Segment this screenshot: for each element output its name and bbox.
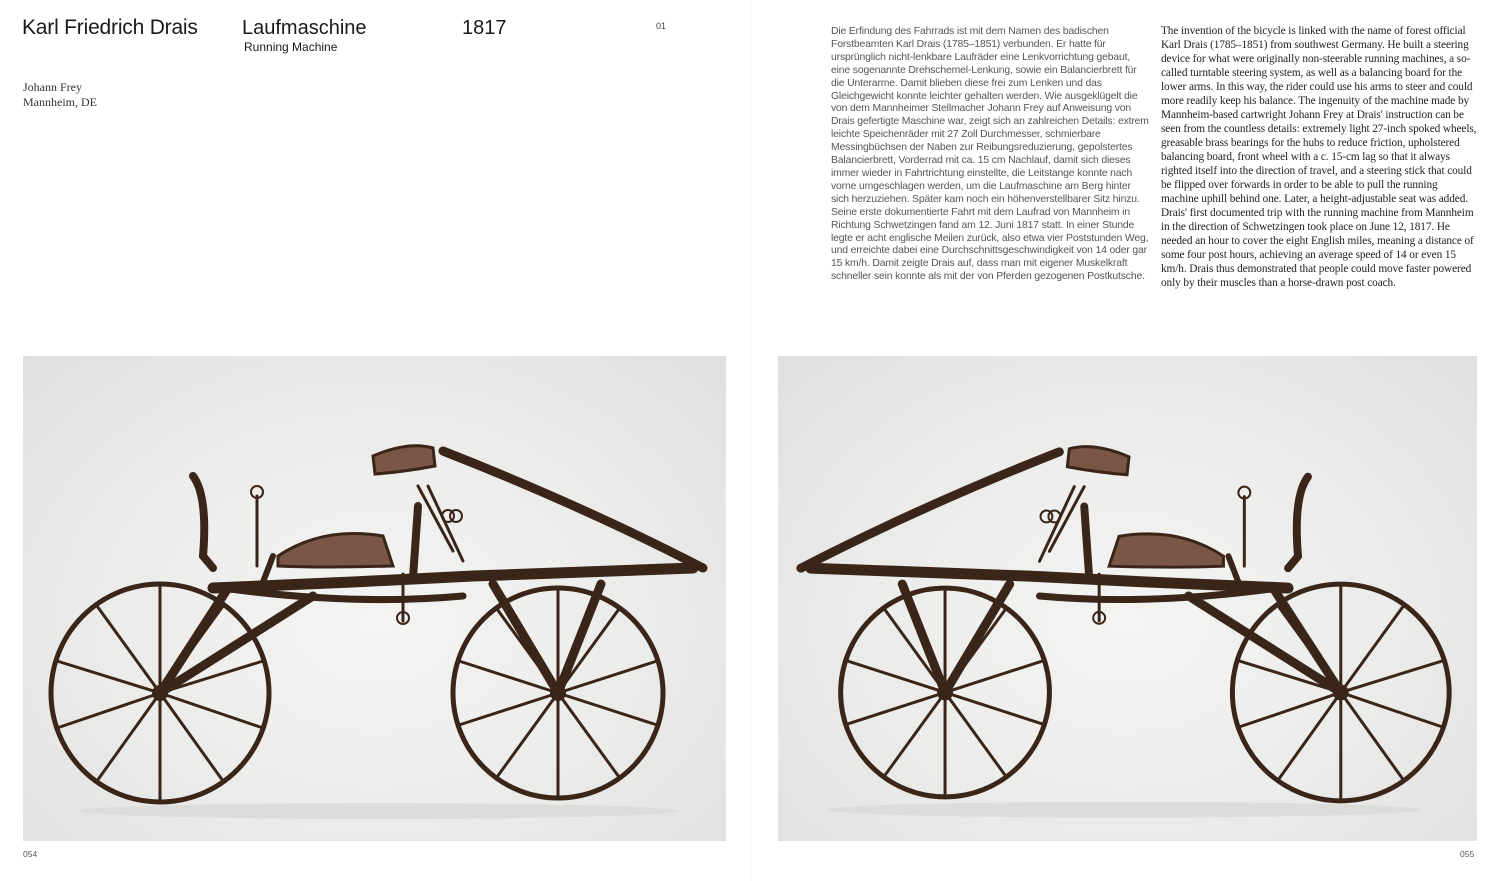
maker-credit <box>23 80 97 110</box>
english-paragraph-1: The invention of the bicycle is linked with the name of forest official Karl Drais (1785–1851) from southwest Germany. He built a steering device for what were originally non-steerable running machines, a so-called turntable steering system, as well as a balancing board for the lower arms. In this way, the rider could use his arms to steer and could more readily keep his balance. The ingenuity of the machine made by Mannheim-based cartwright Johann Frey at Drais' instruction can be seen from the countless details: extremely light 27-inch spoked wheels, greasable brass bearings for the hubs to reduce friction, upholstered balancing board, front wheel with a c. 15-cm lag so that it always righted itself into the direction of travel, and a steering stick that could be flipped over forwards in order to be able to pull the running machine uphill behind one. Later, a height-adjustable seat was added. <box>1161 25 1477 205</box>
maker-name: Johann Frey <box>23 80 82 94</box>
english-paragraph-2: Drais' first documented trip with the running machine from Mannheim in the direction of Schwetzingen took place on June 12, 1817. He needed an hour to cover the eight English miles, meaning a distance of some four post hours, achieving an average speed of 14 or even 15 km/h. Drais thus demonstrated that people could move faster powered only by their muscles than a horse-drawn post coach. <box>1161 207 1474 289</box>
photo-running-machine-left <box>23 356 726 841</box>
page-gutter <box>750 0 751 881</box>
product-year: 1817 <box>462 17 507 39</box>
body-text-german <box>831 26 1149 284</box>
item-number: 01 <box>656 21 667 31</box>
body-text-english <box>1161 24 1477 290</box>
german-paragraph-1: Die Erfindung des Fahrrads ist mit dem Namen des badischen Forstbeamten Karl Drais (1785–1851) verbunden. Er hatte für ursprünglich nicht-lenkbare Laufräder eine Lenkvorrichtung gebaut, eine sogenannte Drehschemel-Lenkung, sowie ein Balancierbrett für die Unterarme. Damit blieben diese frei zum Lenken und das Gleichgewicht konnte leichter gehalten werden. Wie ausgeklügelt die von dem Mannheimer Stellmacher Johann Frey auf Anweisung von Drais gefertigte Maschine war, zeigt sich an zahlreichen Details: extrem leichte Speichenräder mit 27 Zoll Durchmesser, schmierbare Messingbüchsen der Naben zur Reibungsreduzierung, gepolstertes Balancierbrett, Vorderrad mit ca. 15 cm Nachlauf, damit sich dieses immer wieder in Fahrtrichtung einstellte, die Leitstange konnte nach vorne umgeschlagen werden, um die Laufmaschine am Berg hinter sich herzuziehen. Später kam noch ein höhenverstellbarer Sitz hinzu. <box>831 26 1149 205</box>
photo-running-machine-right <box>778 356 1477 841</box>
designer-name: Karl Friedrich Drais <box>22 16 198 39</box>
running-machine-illustration-mirrored <box>778 356 1477 841</box>
running-machine-illustration <box>23 356 726 841</box>
page-number-right: 055 <box>1460 849 1475 859</box>
maker-location: Mannheim, DE <box>23 95 97 109</box>
product-subtitle: Running Machine <box>244 40 338 54</box>
page-number-left: 054 <box>23 849 38 859</box>
german-paragraph-2: Seine erste dokumentierte Fahrt mit dem Laufrad von Mannheim in Richtung Schwetzingen fand am 12. Juni 1817 statt. In einer Stunde legte er acht englische Meilen zurück, also etwa vier Poststunden Weg, und erreichte dabei eine Durchschnittsgeschwindigkeit von 14 oder gar 15 km/h. Damit zeigte Drais auf, dass man mit eigener Muskelkraft schneller sein konnte als mit der von Pferden gezogenen Postkutsche. <box>831 206 1149 283</box>
product-title: Laufmaschine <box>242 17 367 39</box>
